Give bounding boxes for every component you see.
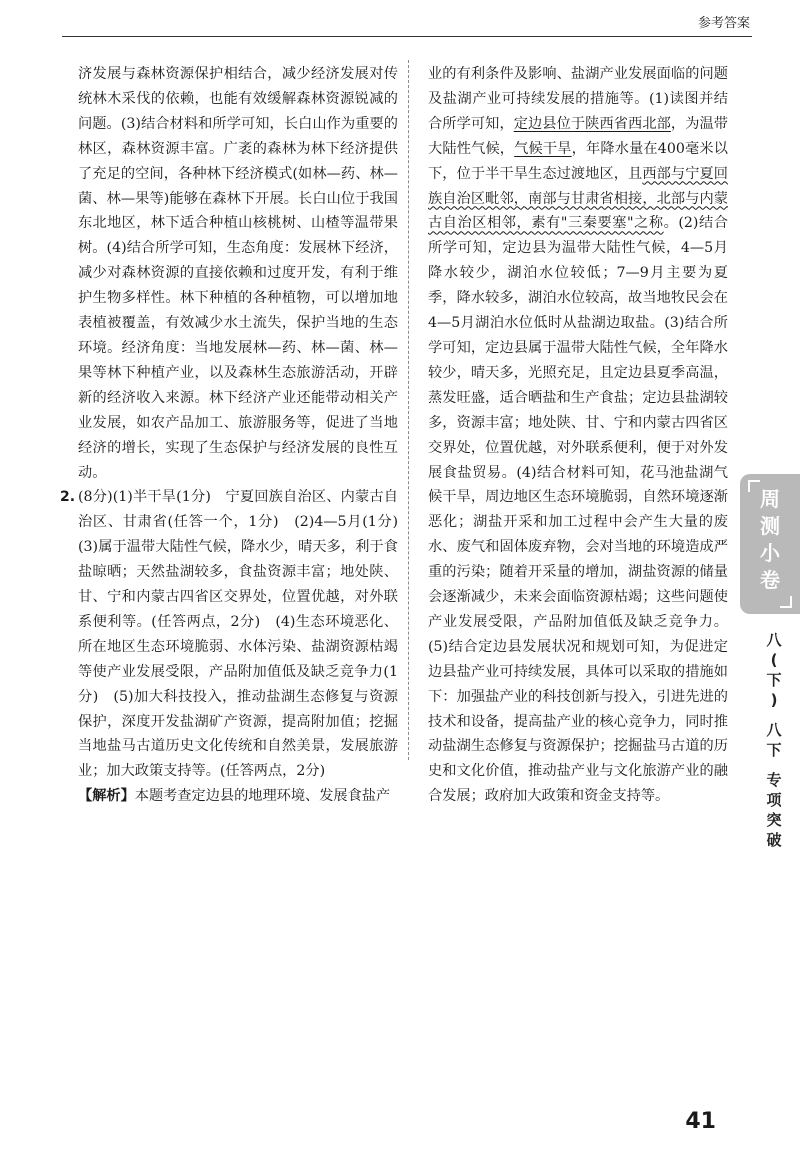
column-divider [408,60,409,760]
side-tab [740,474,800,614]
analysis-tag: 【解析】 [78,788,135,805]
right-text-1: 业的有利条件及影响、盐湖产业发展面临的问题及盐湖产业可持续发展的措施等。(1)读图并结合所学可知， [428,66,728,132]
side-tab-label [740,486,800,594]
side-tab-char: 周 [760,487,780,511]
analysis-text: 本题考查定边县的地理环境、发展食盐产 [134,788,391,805]
grade-label-a [762,630,786,710]
left-column [60,62,413,809]
question-2-number: 2. [60,489,76,506]
grade-label-b [762,720,786,760]
question-2-text: (8分)(1)半干旱(1分) 宁夏回族自治区、内蒙古自治区、甘肃省(任答一个，1分) (2)4—5月(1分) (3)属于温带大陆性气候，降水少，晴天多，利于食盐晾晒；天然盐湖较多，食盐资源丰富；地处陕、甘、宁和内蒙古四省区交界处，位置优越，对外联系便利等。(任答两点，2分) (4)生态环境恶化、所在地区生态环境脆弱、水体污染、盐湖资源枯竭等使产业发展受限，产品附加值低及缺乏竞争力(1分) (5)加大科技投入，推动盐湖生态修复与资源保护，深度开发盐湖矿产资源，提高附加值；挖掘当地盐马古道历史文化传统和自然美景，发展旅游业；加大政策支持等。(任答两点，2分) [78,489,413,780]
grade-char: 破 [766,831,782,849]
grade-char: ( [770,651,778,669]
page-number: 41 [685,1109,716,1134]
question-2-answer [60,485,413,784]
grade-label-c [762,770,786,850]
right-column [428,62,728,809]
wavy-underlined-neighbors: 西部与宁夏回族自治区毗邻，南部与甘肃省相接，北部与内蒙古自治区相邻，素有"三秦要塞"之称 [428,165,728,232]
analysis-line [78,784,398,809]
right-text-2: ，为温带大陆性气候， [428,115,728,157]
grade-char: 突 [766,811,782,829]
side-tab-char: 小 [760,541,780,565]
grade-char: 项 [766,791,782,809]
underlined-climate: 气候干旱 [514,140,572,157]
left-paragraph-continued: 济发展与森林资源保护相结合，减少经济发展对传统林木采伐的依赖，也能有效缓解森林资源锐减的问题。(3)结合材料和所学可知，长白山作为重要的林区，森林资源丰富。广袤的森林为林下经济提供了充足的空间，各种林下经济模式(如林—药、林—菌、林—果等)能够在森林下开展。长白山位于我国东北地区，林下适合种植山核桃树、山楂等温带果树。(4)结合所学可知，生态角度：发展林下经济，减少对森林资源的直接依赖和过度开发，有利于维护生物多样性。林下种植的各种植物，可以增加地表植被覆盖，有效减少水土流失，保护当地的生态环境。经济角度：当地发展林—药、林—菌、林—果等林下种植产业，以及森林生态旅游活动，开辟新的经济收入来源。林下经济产业还能带动相关产业发展，如农产品加工、旅游服务等，促进了当地经济的增长，实现了生态保护与经济发展的良性互动。 [78,66,398,481]
side-tab-char: 卷 [760,568,780,592]
grade-char: 专 [766,771,782,789]
grade-char: 下 [766,671,782,689]
grade-char: 下 [766,741,782,759]
side-tab-char: 测 [760,514,780,538]
bracket-bottom-right-icon [780,596,792,608]
grade-char: 八 [766,631,782,649]
right-text-3: ，年降水量在400毫米以下，位于半干旱生态过渡地区，且 [428,140,728,182]
header-label: 参考答案 [697,16,750,31]
right-text-4: 。(2)结合所学可知，定边县为温带大陆性气候，4—5月降水较少，湖泊水位较低；7—9月主要为夏季，降水较多，湖泊水位较高，故当地牧民会在4—5月湖泊水位低时从盐湖边取盐。(3)结合所学可知，定边县属于温带大陆性气候，全年降水较少，晴天多，光照充足，且定边县夏季高温，蒸发旺盛，适合晒盐和生产食盐；定边县盐湖较多，资源丰富；地处陕、甘、宁和内蒙古四省区交界处，位置优越，对外联系便利，便于对外发展食盐贸易。(4)结合材料可知，花马池盐湖气候干旱，周边地区生态环境脆弱，自然环境逐渐恶化；湖盐开采和加工过程中会产生大量的废水、废气和固体废弃物，会对当地的环境造成严重的污染；随着开采量的增加，湖盐资源的储量会逐渐减少，未来会面临资源枯竭；这些问题使产业发展受限，产品附加值低及缺乏竞争力。(5)结合定边县发展状况和规划可知，为促进定边县盐产业可持续发展，具体可以采取的措施如下：加强盐产业的科技创新与投入，引进先进的技术和设备，提高盐产业的核心竞争力，同时推动盐湖生态修复与资源保护；挖掘盐马古道的历史和文化价值，推动盐产业与文化旅游产业的融合发展；政府加大政策和资金支持等。 [428,215,728,805]
grade-char: ) [770,691,778,709]
header-rule [62,36,752,37]
grade-char: 八 [766,721,782,739]
underlined-location: 定边县位于陕西省西北部 [513,115,671,132]
